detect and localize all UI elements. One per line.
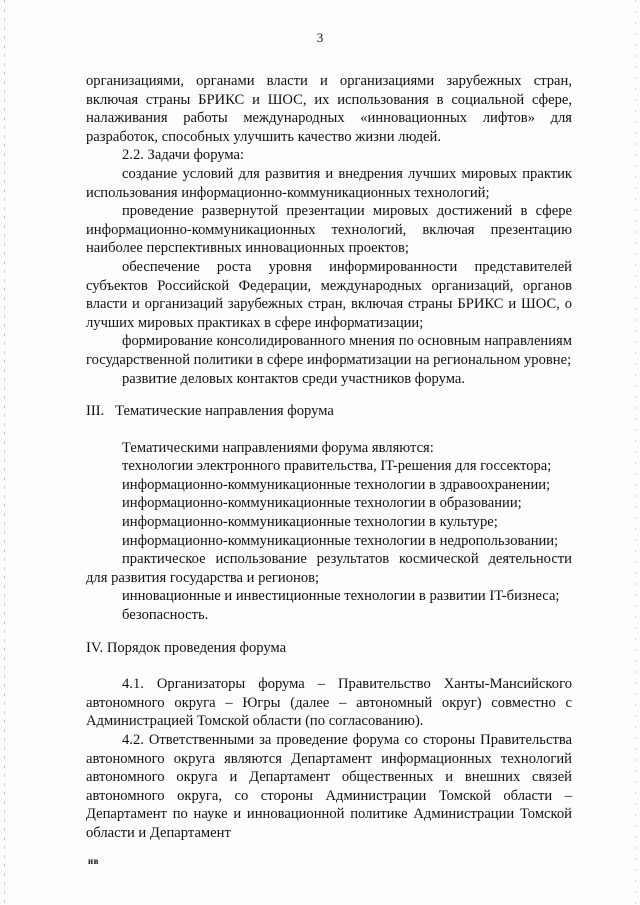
task-item: создание условий для развития и внедрения лучших мировых практик использования информационно-коммуникационных технологий; [86,165,572,201]
clause-4-1: 4.1. Организаторы форума – Правительство Ханты-Мансийского автономного округа – Югры (далее – автономный округ) совместно с Администрацией Томской области (по согласованию). [86,676,572,730]
topic-item: информационно-коммуникационные технологии в здравоохранении; [122,476,551,493]
section-4-heading: IV. Порядок проведения форума [86,639,287,656]
page-number: 3 [316,30,324,45]
topic-item: инновационные и инвестиционные технологии в развитии IT-бизнеса; [122,588,560,605]
paragraph-continuation: организациями, органами власти и организациями зарубежных стран, включая страны БРИКС и ШОС, их использования в социальной сфере, налаживания работы международных «инновационных лифтов» для разработок, способных улучшить качество жизни людей. [86,73,572,145]
topic-item: информационно-коммуникационные технологии в культуре; [122,514,498,531]
topic-item: информационно-коммуникационные технологии в недропользовании; [122,532,559,549]
task-item: формирование консолидированного мнения по основным направлениям государственной политики в сфере информатизации на региональном уровне; [86,333,572,368]
clause-4-2: 4.2. Ответственными за проведение форума со стороны Правительства автономного округа являются Департамент информационных технологий автономного округа и Департамент общественных и внешних связей автономного округа, со стороны Администрации Томской области – Департамент по науке и инновационной политике Администрации Томской области и Департамент [86,732,572,841]
task-item: развитие деловых контактов среди участников форума. [122,370,466,387]
document-body [86,72,572,843]
topic-item: информационно-коммуникационные технологии в образовании; [122,495,522,512]
task-item: обеспечение роста уровня информированности представителей субъектов Российской Федерации, международных организаций, органов власти и организаций зарубежных стран, включая страны БРИКС и ШОС, о лучших мировых практиках в сфере информатизации; [86,258,572,331]
scan-edge-right [635,0,636,905]
section-3-heading: III. Тематические направления форума [86,403,334,420]
scan-edge-left [4,0,5,905]
topic-item: безопасность. [122,607,209,624]
footer-mark: нв [88,856,100,866]
section-2-2-title: 2.2. Задачи форума: [122,147,245,164]
topics-intro: Тематическими направлениями форума являются: [122,439,434,456]
task-item: проведение развернутой презентации мировых достижений в сфере информационно-коммуникационных технологий, включая презентацию наиболее перспективных инновационных проектов; [86,203,572,257]
topic-item: практическое использование результатов космической деятельности для развития государства и регионов; [86,551,572,586]
topic-item: технологии электронного правительства, IT-решения для госсектора; [122,458,552,475]
